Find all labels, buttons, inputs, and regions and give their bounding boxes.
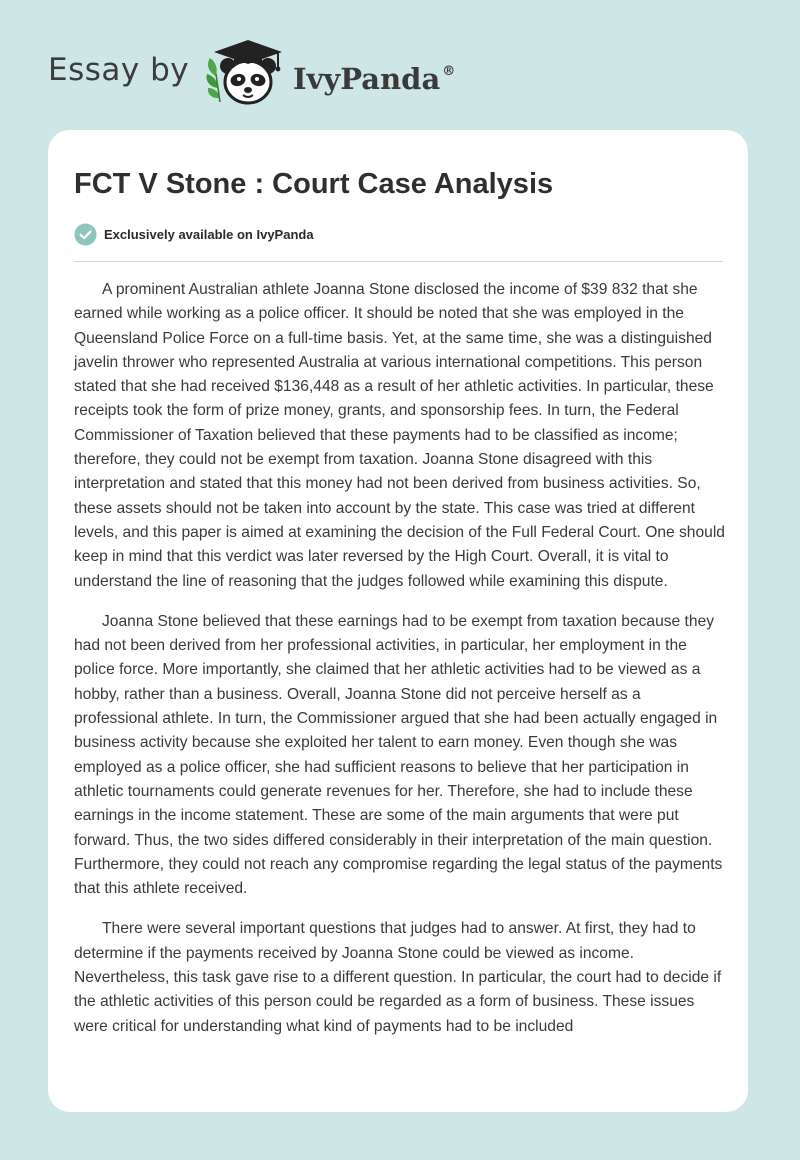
exclusive-badge — [74, 222, 314, 246]
paragraph: Joanna Stone believed that these earnings had to be exempt from taxation because they had not been derived from her professional activities, in particular, her employment in the police force. More importantly, she claimed that her athletic activities had to be viewed as a hobby, rather than a business. Overall, Joanna Stone did not perceive herself as a professional athlete. In turn, the Commissioner argued that she had been actually engaged in business activity because she exploited her talent to earn money. Even though she was employed as a police officer, she had sufficient reasons to believe that her participation in athletic tournaments could generate revenues for her. Therefore, she had to include these earnings in the income statement. These are some of the main arguments that were put forward. Thus, the two sides differed considerably in their interpretation of the main question. Furthermore, they could not reach any compromise regarding the legal status of the payments that this athlete received. — [74, 612, 723, 898]
check-circle-icon — [74, 223, 97, 246]
page-title: FCT V Stone : Court Case Analysis — [74, 168, 554, 200]
site-header — [0, 0, 800, 125]
divider — [74, 261, 723, 262]
paragraph: There were several important questions that judges had to answer. At first, they had to determine if the payments received by Joanna Stone could be viewed as income. Nevertheless, this task gave rise to a different question. In particular, the court had to decide if the athletic activities of this person could be regarded as a form of business. These issues were critical for understanding what kind of payments had to be included — [74, 920, 722, 1035]
registered-mark: ® — [442, 64, 456, 79]
badge-label: Exclusively available on IvyPanda — [104, 226, 314, 242]
brand-name-text: IvyPanda — [293, 62, 441, 96]
paragraph: A prominent Australian athlete Joanna Stone disclosed the income of $39 832 that she earned while working as a police officer. It should be noted that she was employed in the Queensland Police Force on a full-time basis. Yet, at the same time, she was a distinguished javelin thrower who represented Australia at various international competitions. This person stated that she had received $136,448 as a result of her athletic activities. In particular, these receipts took the form of prize money, grants, and sponsorship fees. In turn, the Federal Commissioner of Taxation believed that these payments had to be classified as income; therefore, they could not be exempt from taxation. Joanna Stone disagreed with this interpretation and stated that this money had not been derived from business activities. So, these assets should not be taken into account by the state. This case was tried at different levels, and this paper is aimed at examining the decision of the Full Federal Court. One should keep in mind that this verdict was later reversed by the High Court. Overall, it is vital to understand the line of reasoning that the judges followed while examining this dispute. — [74, 281, 725, 590]
brand-name[interactable] — [293, 55, 455, 96]
essay-body — [74, 278, 726, 1055]
brand-prefix: Essay by — [48, 52, 190, 88]
panda-graduation-cap-icon[interactable] — [202, 36, 288, 108]
essay-card — [48, 130, 748, 1112]
